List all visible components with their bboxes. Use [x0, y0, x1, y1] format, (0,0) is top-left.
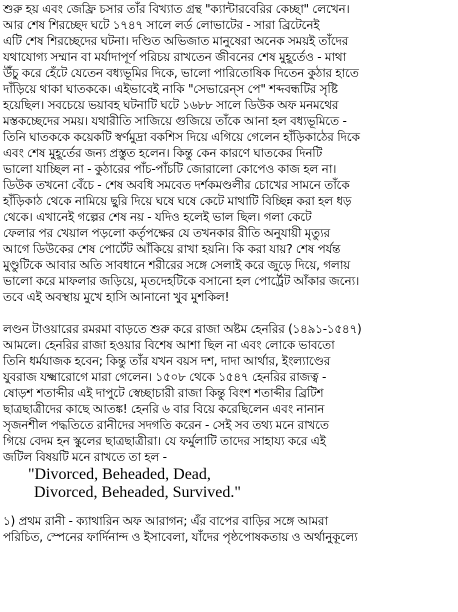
text-line: জটিল বিষয়টি মনে রাখতে তা হল - — [3, 450, 167, 464]
text-line: আর শেষ শিরচ্ছেদ ঘটে ১৭৪৭ সালে লর্ড লোভাটের - সারা ব্রিটেনেই — [3, 18, 320, 32]
text-line: তিনি ঘাতককে কয়েকটি স্বর্ণমুদ্রা বকশিস দিয়ে এগিয়ে গেলেন হাঁড়িকাঠের দিকে — [3, 130, 360, 144]
quote-line: Divorced, Beheaded, Survived." — [34, 484, 241, 501]
text-line: দাঁড়িয়ে থাকা ঘাতককে। এইভাবেই নাকি "সেভারেন্‌স পে" শব্দবন্ধটির সৃষ্টি — [3, 82, 338, 96]
text-line: ছাত্রছাত্রীদের কাছে আতঙ্ক! হেনরি ৬ বার বিয়ে করেছিলেন এবং নানান — [3, 402, 325, 416]
text-line: পরিচিত, স্পেনের ফার্দিনান্দ ও ইসাবেলা, যাঁদের পৃষ্ঠপোষকতায় ও অর্থানুকূল্যে — [3, 530, 358, 544]
text-line: ডিউক তখনো বেঁচে - শেষ অবধি সমবেত দর্শকমণ্ডলীর চোখের সামনে তাঁকে — [3, 178, 350, 192]
text-line: তবে এই অবস্থায় মুখে হাসি আনানো খুব মুশকিল! — [3, 290, 230, 304]
text-line: যথাযোগ্য সম্মান বা মর্যাদাপূর্ণ পরিচয় রাখতেন জীবনের শেষ মুহূর্তেও - মাথা — [3, 50, 346, 64]
text-line: যুবরাজ যক্ষ্মারোগে মারা গেলেন। ১৫০৮ থেকে ১৫৪৭ হেনরির রাজত্ব - — [3, 370, 326, 384]
text-line: হয়েছিল। সবচেয়ে ভয়াবহ ঘটনাটি ঘটে ১৬৮৮ সালে ডিউক অফ মনমথের — [3, 98, 339, 112]
text-line: তিনি ধর্মযাজক হবেন; কিন্তু তাঁর যখন বয়স দশ, দাদা আর্থার, ইংল্যাণ্ডের — [3, 354, 331, 368]
quote-line: "Divorced, Beheaded, Dead, — [28, 466, 211, 483]
text-line: ভালো করে মাফলার জড়িয়ে, মৃতদেহটিকে বসানো হল পোর্ট্রেট আঁকার জন্যে। — [3, 274, 359, 288]
text-line: ভালো যাচ্ছিল না - কুঠারের পাঁচ-পাঁচটি জোরালো কোপেও কাজ হল না। — [3, 162, 337, 176]
text-line: মস্তকচ্ছেদের সময়। যথারীতি সাজিয়ে গুজিয়ে তাঁকে আনা হল বধ্যভূমিতে - — [3, 114, 347, 128]
text-line: শুরু হয় এবং জেফ্রি চসার তাঁর বিখ্যাত গ্রন্থ "ক্যান্টারবেরির কেচ্ছা" লেখেন। — [3, 2, 350, 16]
text-line: এবং শেষ মুহূর্তের জন্য প্রস্তুত হলেন। কিন্তু কেন কারণে ঘাতকের দিনটি — [3, 146, 323, 160]
text-line: আমলে। হেনরির রাজা হওয়ার বিশেষ আশা ছিল না এবং লোকে ভাবতো — [3, 338, 335, 352]
text-line: থেকে। এখানেই গল্পের শেষ নয় - যদিও হলেই ভাল ছিল। গলা কেটে — [3, 210, 312, 224]
text-line: গিয়ে বেদম হন স্কুলের ছাত্রছাত্রীরা। যে ফর্মুলাটি তাদের সাহায্য করে এই — [3, 434, 326, 448]
text-line: সৃজনশীল পদ্ধতিতে রানীদের সদগতি করেন - সেই সব তথ্য মনে রাখতে — [3, 418, 329, 432]
text-line: ষোড়শ শতাব্দীর এই দাপুটে স্বেচ্ছাচারী রাজা কিন্তু বিংশ শতাব্দীর ব্রিটিশ — [3, 386, 324, 400]
text-line: ফেলার পর খেয়াল পড়লো কর্তৃপক্ষের যে তখনকার রীতি অনুযায়ী মৃত্যুর — [3, 226, 330, 240]
text-line: এটি শেষ শিরচ্ছেদের ঘটনা। দণ্ডিত অভিজাত মানুষেরা অনেক সময়ই তাঁদের — [3, 34, 349, 48]
text-line: লণ্ডন টাওয়ারের রমরমা বাড়তে শুরু করে রাজা অষ্টম হেনরির (১৪৯১-১৫৪৭) — [3, 322, 362, 336]
text-line: মুণ্ডুটিকে আবার অতি সাবধানে শরীরের সঙ্গে সেলাই করে জুড়ে দিয়ে, গলায় — [3, 258, 350, 272]
text-line: আগে ডিউকের শেষ পোর্টেট আঁকিয়ে রাখা হয়নি। কি করা যায়? শেষ পর্যন্ত — [3, 242, 341, 256]
text-line: ১) প্রথম রানী - ক্যাথারিন অফ আরাগন; এঁর বাপের বাড়ির সঙ্গে আমরা — [3, 514, 328, 528]
text-line: হাঁড়িকাঠ থেকে নামিয়ে ছুরি দিয়ে ঘষে ঘষে কেটে মাথাটি বিচ্ছিন্ন করা হল ধড় — [3, 194, 352, 208]
text-line: উঁচু করে হেঁটে যেতেন বধ্যভূমির দিকে, ভালো পারিতোষিক দিতেন কুঠার হাতে — [3, 66, 359, 80]
